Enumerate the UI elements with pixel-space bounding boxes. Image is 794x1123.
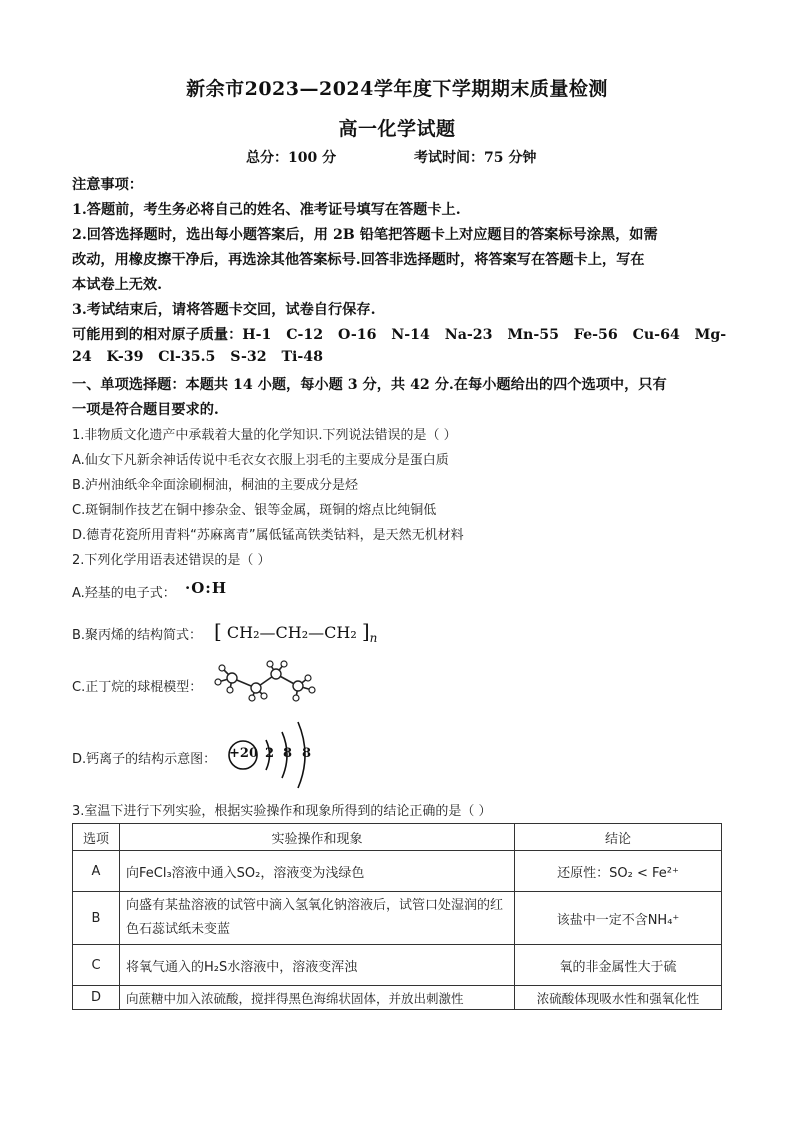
q1-stem: 1.非物质文化遗产中承载着大量的化学知识.下列说法错误的是（ ） — [72, 428, 457, 443]
notice-item-2-line-2: 改动，用橡皮擦干净后，再选涂其他答案标号.回答非选择题时，将答案写在答题卡上，写在 — [72, 252, 645, 268]
q3-experiment-table — [72, 823, 722, 1010]
section-1-line-2: 一项是符合题目要求的. — [72, 402, 219, 418]
exam-title: 新余市2023—2024学年度下学期期末质量检测 — [186, 78, 608, 100]
q2-stem: 2.下列化学用语表述错误的是（ ） — [72, 553, 271, 568]
notice-item-2-line-3: 本试卷上无效. — [72, 277, 163, 293]
row-c-option: C — [73, 945, 120, 986]
q2-option-c: C.正丁烷的球棍模型： — [72, 680, 203, 695]
header-conclusion: 结论 — [515, 824, 722, 851]
notice-item-3: 3.考试结束后，请将答题卡交回，试卷自行保存. — [72, 302, 376, 318]
table-row — [73, 851, 722, 892]
polypropylene-chain: CH₂—CH₂—CH₂ — [226, 623, 357, 642]
notice-item-2-line-1: 2.回答选择题时，选出每小题答案后，用 2B 铅笔把答题卡上对应题目的答案标号涂黑，如需 — [72, 227, 658, 243]
header-option: 选项 — [73, 824, 120, 851]
notice-item-1: 1.答题前，考生务必将自己的姓名、准考证号填写在答题卡上. — [72, 202, 461, 218]
q1-option-a: A.仙女下凡新余神话传说中毛衣女衣服上羽毛的主要成分是蛋白质 — [72, 453, 449, 468]
row-b-operation: 向盛有某盐溶液的试管中滴入氢氧化钠溶液后，试管口处湿润的红色石蕊试纸未变蓝 — [120, 892, 515, 945]
table-header-row — [73, 824, 722, 851]
row-b-conclusion: 该盐中一定不含NH₄⁺ — [515, 892, 722, 945]
table-row — [73, 945, 722, 986]
row-c-conclusion: 氧的非金属性大于硫 — [515, 945, 722, 986]
row-c-operation: 将氧气通入的H₂S水溶液中，溶液变浑浊 — [120, 945, 515, 986]
q1-option-c: C.斑铜制作技艺在铜中掺杂金、银等金属，斑铜的熔点比纯铜低 — [72, 503, 437, 518]
polypropylene-formula: [ CH₂—CH₂—CH₂ ]$_n$ — [214, 619, 378, 646]
total-score: 总分：100 分 — [246, 150, 337, 166]
q1-option-b: B.泸州油纸伞伞面涂刷桐油，桐油的主要成分是烃 — [72, 478, 359, 493]
row-a-operation: 向FeCl₃溶液中通入SO₂，溶液变为浅绿色 — [120, 851, 515, 892]
row-b-option: B — [73, 892, 120, 945]
row-d-option: D — [73, 986, 120, 1010]
atomic-masses-line-2: 24 K-39 Cl-35.5 S-32 Ti-48 — [72, 349, 324, 365]
hydroxyl-electron-formula: ·O:H — [185, 579, 227, 597]
q2-option-d: D.钙离子的结构示意图： — [72, 752, 217, 767]
q1-option-d: D.德青花瓷所用青料“苏麻离青”属低锰高铁类钴料，是天然无机材料 — [72, 528, 464, 543]
table-row — [73, 986, 722, 1010]
table-row — [73, 892, 722, 945]
atomic-masses-line-1: 可能用到的相对原子质量：H-1 C-12 O-16 N-14 Na-23 Mn-55 Fe-56 Cu-64 Mg- — [72, 327, 727, 343]
q2-option-a: A.羟基的电子式： — [72, 586, 176, 601]
section-1-line-1: 一、单项选择题：本题共 14 小题，每小题 3 分，共 42 分.在每小题给出的四个选项中，只有 — [72, 377, 667, 393]
notice-heading: 注意事项： — [72, 177, 143, 193]
q3-stem: 3.室温下进行下列实验，根据实验操作和现象所得到的结论正确的是（ ） — [72, 804, 492, 819]
calcium-nucleus-charge: +20 — [229, 746, 258, 761]
shell-2-electrons: 8 — [283, 746, 293, 761]
row-d-conclusion: 浓硫酸体现吸水性和强氧化性 — [515, 986, 722, 1010]
header-operation: 实验操作和现象 — [120, 824, 515, 851]
shell-1-electrons: 2 — [265, 746, 275, 761]
butane-ball-stick-model — [206, 656, 322, 702]
exam-time: 考试时间：75 分钟 — [414, 150, 537, 166]
exam-subtitle: 高一化学试题 — [338, 118, 456, 140]
row-d-operation: 向蔗糖中加入浓硫酸，搅拌得黑色海绵状固体，并放出刺激性 — [120, 986, 515, 1010]
shell-3-electrons: 8 — [302, 746, 312, 761]
row-a-option: A — [73, 851, 120, 892]
row-a-conclusion: 还原性：SO₂ < Fe²⁺ — [515, 851, 722, 892]
q2-option-b: B.聚丙烯的结构简式： — [72, 628, 203, 643]
degree-n: n — [369, 631, 378, 646]
